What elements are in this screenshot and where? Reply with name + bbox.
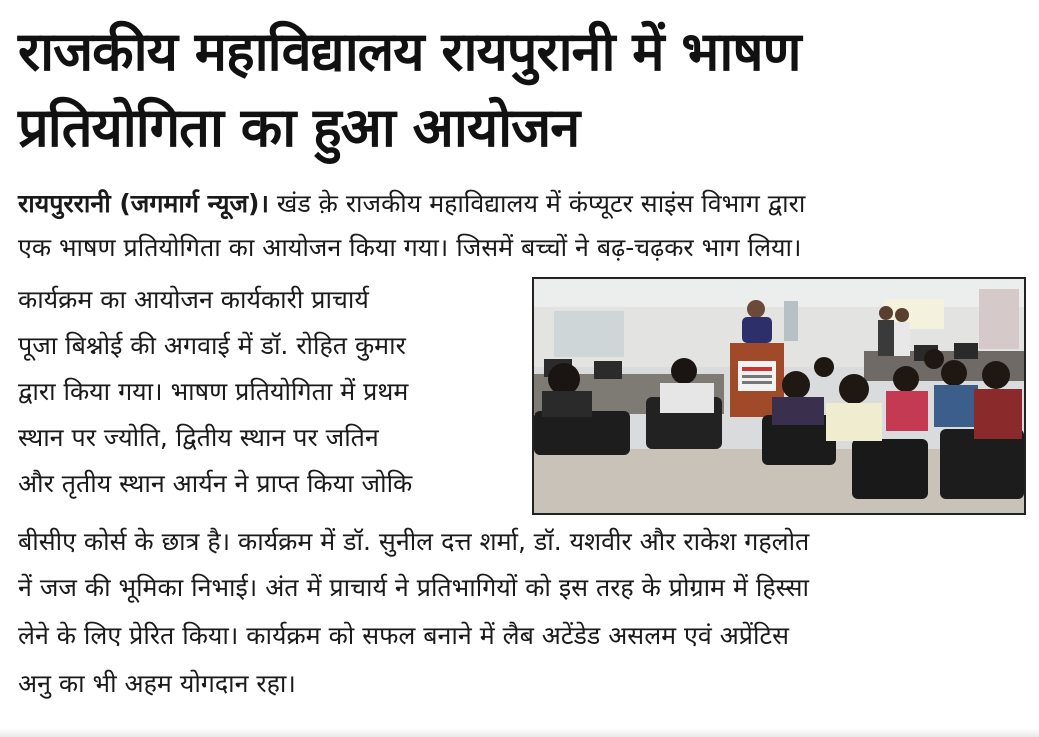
photo-illustration bbox=[534, 279, 1024, 513]
column-line-1: कार्यक्रम का आयोजन कार्यकारी प्राचार्य bbox=[18, 285, 369, 314]
body-line-3: बीसीए कोर्स के छात्र है। कार्यक्रम में डॉ. सुनील दत्त शर्मा, डॉ. यशवीर और राकेश गहलोत bbox=[18, 527, 810, 556]
headline bbox=[18, 14, 1028, 166]
body-line-5: लेने के लिए प्रेरित किया। कार्यक्रम को सफल बनाने में लैब अटेंडेड असलम एवं अप्रेंटिस bbox=[18, 621, 790, 650]
body-line-2: एक भाषण प्रतियोगिता का आयोजन किया गया। जिसमें बच्चों ने बढ़-चढ़कर भाग लिया। bbox=[18, 233, 802, 262]
column-line-2: पूजा बिश्नोई की अगवाई में डॉ. रोहित कुमार bbox=[18, 331, 406, 360]
column-line-5: और तृतीय स्थान आर्यन ने प्राप्त किया जोकि bbox=[18, 469, 413, 498]
event-photo bbox=[532, 277, 1026, 515]
headline-line-1: राजकीय महाविद्यालय रायपुरानी में भाषण bbox=[18, 20, 801, 83]
body-line-6: अनु का भी अहम योगदान रहा। bbox=[18, 669, 296, 698]
dateline: रायपुररानी (जगमार्ग न्यूज)। bbox=[18, 189, 269, 218]
page-edge bbox=[0, 728, 1039, 737]
column-line-3: द्वारा किया गया। भाषण प्रतियोगिता में प्रथम bbox=[18, 377, 409, 406]
column-line-4: स्थान पर ज्योति, द्वितीय स्थान पर जतिन bbox=[18, 423, 379, 452]
body-line-1 bbox=[18, 180, 1023, 228]
body-line-4: नें जज की भूमिका निभाई। अंत में प्राचार्य ने प्रतिभागियों को इस तरह के प्रोग्राम में हिस्सा bbox=[18, 573, 809, 602]
headline-line-2: प्रतियोगिता का हुआ आयोजन bbox=[18, 96, 580, 159]
body-line-1-text: खंड क़े राजकीय महाविद्यालय में कंप्यूटर साइंस विभाग द्वारा bbox=[268, 189, 806, 218]
